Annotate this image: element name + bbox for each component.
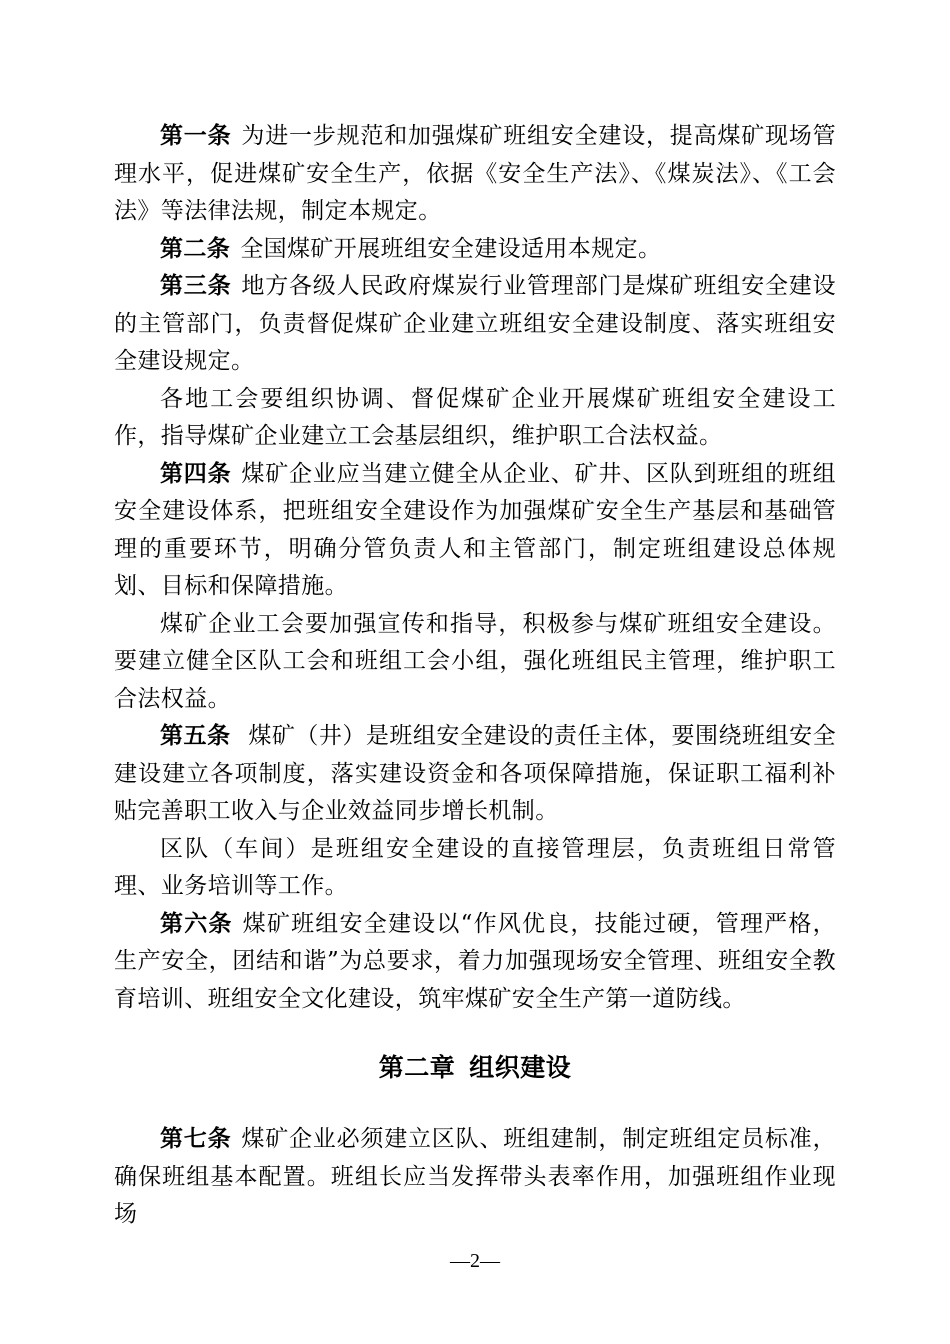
article-label: 第七条 xyxy=(160,1126,232,1152)
article-label: 第一条 xyxy=(160,123,232,149)
article-text: 煤矿企业必须建立区队、班组建制，制定班组定员标准，确保班组基本配置。班组长应当发挥带头表率作用，加强班组作业现场 xyxy=(114,1126,837,1227)
article-text: 煤矿企业应当建立健全从企业、矿井、区队到班组的班组安全建设体系，把班组安全建设作为加强煤矿安全生产基层和基础管理的重要环节，明确分管负责人和主管部门，制定班组建设总体规划、目标和保障措施。 xyxy=(114,460,837,599)
article-7 xyxy=(114,1121,836,1234)
chapter-heading xyxy=(114,1048,836,1088)
chapter-number: 第二章 xyxy=(378,1053,456,1082)
article-text: 煤矿（井）是班组安全建设的责任主体，要围绕班组安全建设建立各项制度，落实建设资金和各项保障措施，保证职工福利补贴完善职工收入与企业效益同步增长机制。 xyxy=(114,723,836,824)
document-body xyxy=(114,118,836,1234)
article-5-clause xyxy=(114,831,836,906)
article-3 xyxy=(114,268,836,381)
article-1 xyxy=(114,118,836,231)
article-4 xyxy=(114,456,836,606)
article-text: 煤矿班组安全建设以“作风优良，技能过硬，管理严格，生产安全，团结和谐”为总要求，着力加强现场安全管理、班组安全教育培训、班组安全文化建设，筑牢煤矿安全生产第一道防线。 xyxy=(114,910,836,1012)
paragraph-text: 煤矿企业工会要加强宣传和指导，积极参与煤矿班组安全建设。要建立健全区队工会和班组工会小组，强化班组民主管理，维护职工合法权益。 xyxy=(114,610,836,712)
article-4-clause xyxy=(114,606,836,719)
article-text: 为进一步规范和加强煤矿班组安全建设，提高煤矿现场管理水平，促进煤矿安全生产，依据《安全生产法》、《煤炭法》、《工会法》等法律法规，制定本规定。 xyxy=(114,123,837,224)
chapter-title: 组织建设 xyxy=(469,1053,572,1082)
article-5 xyxy=(114,718,836,831)
article-text: 地方各级人民政府煤炭行业管理部门是煤矿班组安全建设的主管部门，负责督促煤矿企业建立班组安全建设制度、落实班组安全建设规定。 xyxy=(114,273,837,374)
article-2 xyxy=(114,231,836,269)
article-6 xyxy=(114,906,836,1019)
page-number: —2— xyxy=(450,1250,500,1272)
article-label: 第四条 xyxy=(160,460,232,487)
article-text: 全国煤矿开展班组安全建设适用本规定。 xyxy=(240,235,662,262)
article-label: 第二条 xyxy=(160,235,231,262)
article-3-clause xyxy=(114,381,836,456)
article-label: 第三条 xyxy=(160,273,232,299)
article-label: 第五条 xyxy=(160,723,231,749)
article-label: 第六条 xyxy=(160,910,233,937)
paragraph-text: 各地工会要组织协调、督促煤矿企业开展煤矿班组安全建设工作，指导煤矿企业建立工会基层组织，维护职工合法权益。 xyxy=(114,385,836,449)
paragraph-text: 区队（车间）是班组安全建设的直接管理层，负责班组日常管理、业务培训等工作。 xyxy=(114,835,836,899)
